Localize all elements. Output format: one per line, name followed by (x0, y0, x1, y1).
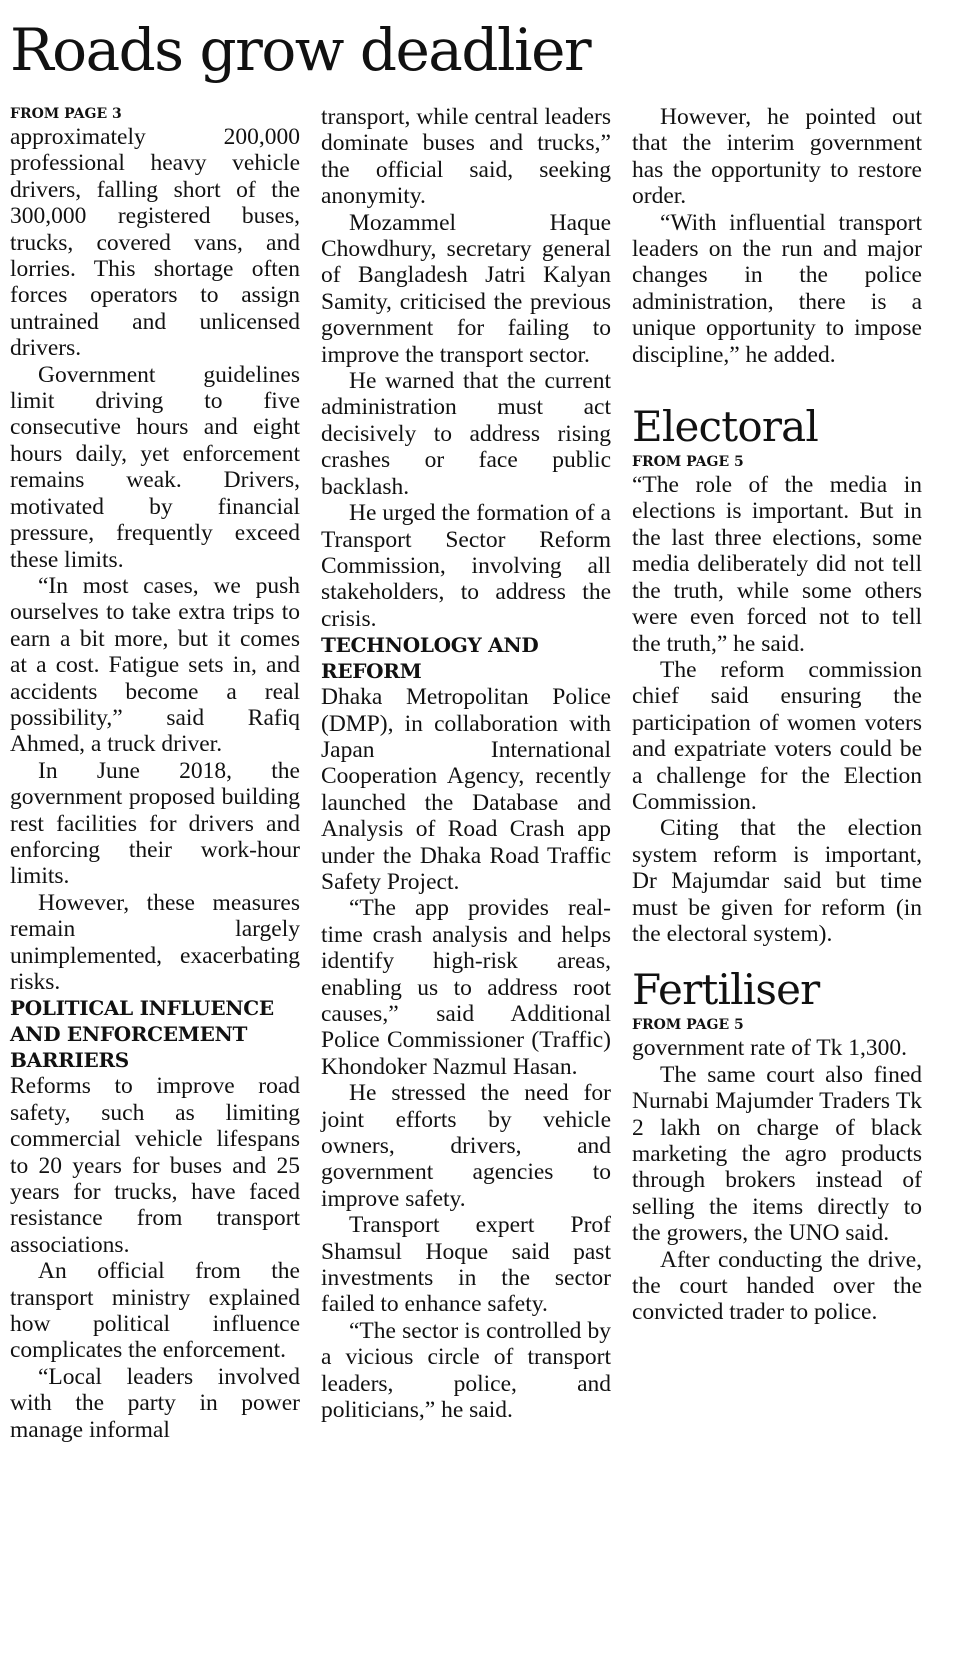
paragraph: The same court also fined Nurnabi Majumder Traders Tk 2 lakh on charge of black marketing the agro products through brokers instead of selling the items directly to the growers, the UNO said. (632, 1061, 922, 1247)
paragraph: “In most cases, we push ourselves to take extra trips to earn a bit more, but it comes at a cost. Fatigue sets in, and accidents become a real possibility,” said Rafiq Ahmed, a truck driver. (10, 572, 300, 758)
paragraph: An official from the transport ministry explained how political influence complicates the enforcement. (10, 1258, 300, 1364)
paragraph: “The role of the media in elections is important. But in the last three elections, some media deliberately did not tell the truth, while some others were even forced not to tell the truth,” he said. (632, 472, 922, 657)
paragraph: He stressed the need for joint efforts by vehicle owners, drivers, and government agencies to improve safety. (321, 1080, 611, 1212)
paragraph: approximately 200,000 professional heavy vehicle drivers, falling short of the 300,000 registered buses, trucks, covered vans, and lorries. This shortage often forces operators to assign untrained and unlicensed drivers. (10, 124, 300, 362)
paragraph: Government guidelines limit driving to five consecutive hours and eight hours daily, yet enforcement remains weak. Drivers, motivated by financial pressure, frequently exceed these limits. (10, 361, 300, 573)
headline: Roads grow deadlier (10, 16, 591, 84)
story-headline-electoral: Electoral (632, 402, 818, 452)
continued-from-label: FROM PAGE 5 (632, 1017, 744, 1034)
paragraph: government rate of Tk 1,300. (632, 1035, 907, 1062)
paragraph: Transport expert Prof Shamsul Hoque said past investments in the sector failed to enhance safety. (321, 1212, 611, 1318)
paragraph: The reform commission chief said ensuring the participation of women voters and expatriate voters could be a challenge for the Election Commission. (632, 656, 922, 815)
paragraph: Mozammel Haque Chowdhury, secretary general of Bangladesh Jatri Kalyan Samity, criticised the previous government for failing to improve the transport sector. (321, 209, 611, 368)
section-subhead: POLITICAL INFLUENCE AND ENFORCEMENT BARRIERS (10, 996, 274, 1073)
paragraph: “With influential transport leaders on the run and major changes in the police administration, there is a unique opportunity to impose discipline,” he added. (632, 209, 922, 368)
paragraph: However, he pointed out that the interim government has the opportunity to restore order. (632, 104, 922, 210)
paragraph: transport, while central leaders dominate buses and trucks,” the official said, seeking anonymity. (321, 104, 611, 210)
paragraph: In June 2018, the government proposed building rest facilities for drivers and enforcing their work-hour limits. (10, 757, 300, 890)
section-subhead: TECHNOLOGY AND REFORM (321, 633, 539, 684)
paragraph: Citing that the election system reform is important, Dr Majumdar said but time must be given for reform (in the electoral system). (632, 815, 922, 947)
story-headline-fertiliser: Fertiliser (632, 965, 820, 1015)
paragraph: However, these measures remain largely unimplemented, exacerbating risks. (10, 889, 300, 995)
column-3 (632, 104, 922, 1326)
paragraph: Reforms to improve road safety, such as limiting commercial vehicle lifespans to 20 years for buses and 25 years for trucks, have faced resistance from transport associations. (10, 1073, 300, 1258)
paragraph: After conducting the drive, the court handed over the convicted trader to police. (632, 1246, 922, 1326)
paragraph: “The sector is controlled by a vicious circle of transport leaders, police, and politicians,” he said. (321, 1317, 611, 1424)
column-2 (321, 104, 611, 1424)
paragraph: Dhaka Metropolitan Police (DMP), in collaboration with Japan International Cooperation Agency, recently launched the Database and Analysis of Road Crash app under the Dhaka Road Traffic Safety Project. (321, 684, 611, 895)
paragraph: “Local leaders involved with the party in power manage informal (10, 1363, 300, 1443)
column-1 (10, 104, 300, 1443)
paragraph: He urged the formation of a Transport Sector Reform Commission, involving all stakeholders, to address the crisis. (321, 500, 611, 632)
paragraph: “The app provides real-time crash analysis and helps identify high-risk areas, enabling us to address root causes,” said Additional Police Commissioner (Traffic) Khondoker Nazmul Hasan. (321, 895, 611, 1080)
paragraph: He warned that the current administration must act decisively to address rising crashes or face public backlash. (321, 368, 611, 500)
continued-from-label: FROM PAGE 5 (632, 454, 744, 471)
continued-from-label: FROM PAGE 3 (10, 106, 122, 122)
